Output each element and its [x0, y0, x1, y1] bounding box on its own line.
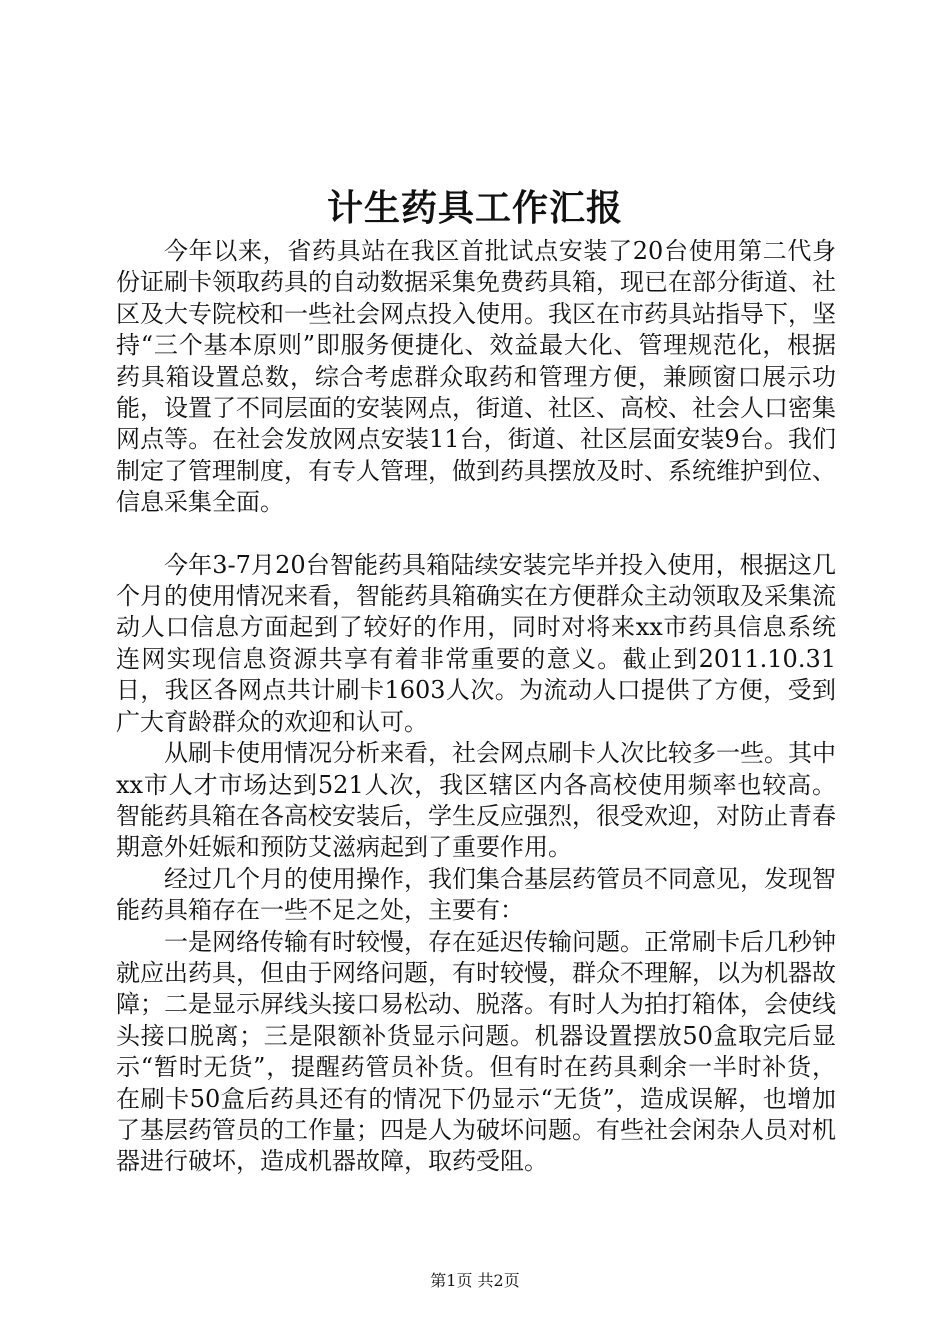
- document-body: [116, 236, 836, 1178]
- paragraph-analysis: 从刷卡使用情况分析来看，社会网点刷卡人次比较多一些。其中xx市人才市场达到521人次，我区辖区内各高校使用频率也较高。智能药具箱在各高校安装后，学生反应强烈，很受欢迎，对防止青春期意外妊娠和预防艾滋病起到了重要作用。: [116, 739, 836, 862]
- paragraph-intro: 今年以来，省药具站在我区首批试点安装了20台使用第二代身份证刷卡领取药具的自动数据采集免费药具箱，现已在部分街道、社区及大专院校和一些社会网点投入使用。我区在市药具站指导下，坚持“三个基本原则”即服务便捷化、效益最大化、管理规范化，根据药具箱设置总数，综合考虑群众取药和管理方便，兼顾窗口展示功能，设置了不同层面的安装网点，街道、社区、高校、社会人口密集网点等。在社会发放网点安装11台，街道、社区层面安装9台。我们制定了管理制度，有专人管理，做到药具摆放及时、系统维护到位、信息采集全面。: [116, 237, 836, 517]
- page-footer: 第1页 共2页: [430, 1271, 520, 1290]
- paragraph-usage: 今年3-7月20台智能药具箱陆续安装完毕并投入使用，根据这几个月的使用情况来看，智能药具箱确实在方便群众主动领取及采集流动人口信息方面起到了较好的作用，同时对将来xx市药具信息系统连网实现信息资源共享有着非常重要的意义。截止到2011.10.31日，我区各网点共计刷卡1603人次。为流动人口提供了方便，受到广大育龄群众的欢迎和认可。: [116, 550, 836, 736]
- paragraph-issues-list: 一是网络传输有时较慢，存在延迟传输问题。正常刷卡后几秒钟就应出药具，但由于网络问题，有时较慢，群众不理解，以为机器故障；二是显示屏线头接口易松动、脱落。有时人为拍打箱体，会使线头接口脱离；三是限额补货显示问题。机器设置摆放50盒取完后显示“暂时无货”，提醒药管员补货。但有时在药具剩余一半时补货，在刷卡50盒后药具还有的情况下仍显示“无货”，造成误解，也增加了基层药管员的工作量；四是人为破坏问题。有些社会闲杂人员对机器进行破坏，造成机器故障，取药受阻。: [116, 927, 836, 1176]
- document-title: 计生药具工作汇报: [326, 187, 623, 229]
- paragraph-issues-intro: 经过几个月的使用操作，我们集合基层药管员不同意见，发现智能药具箱存在一些不足之处，主要有：: [116, 864, 836, 925]
- paragraph-spacer: [116, 519, 836, 550]
